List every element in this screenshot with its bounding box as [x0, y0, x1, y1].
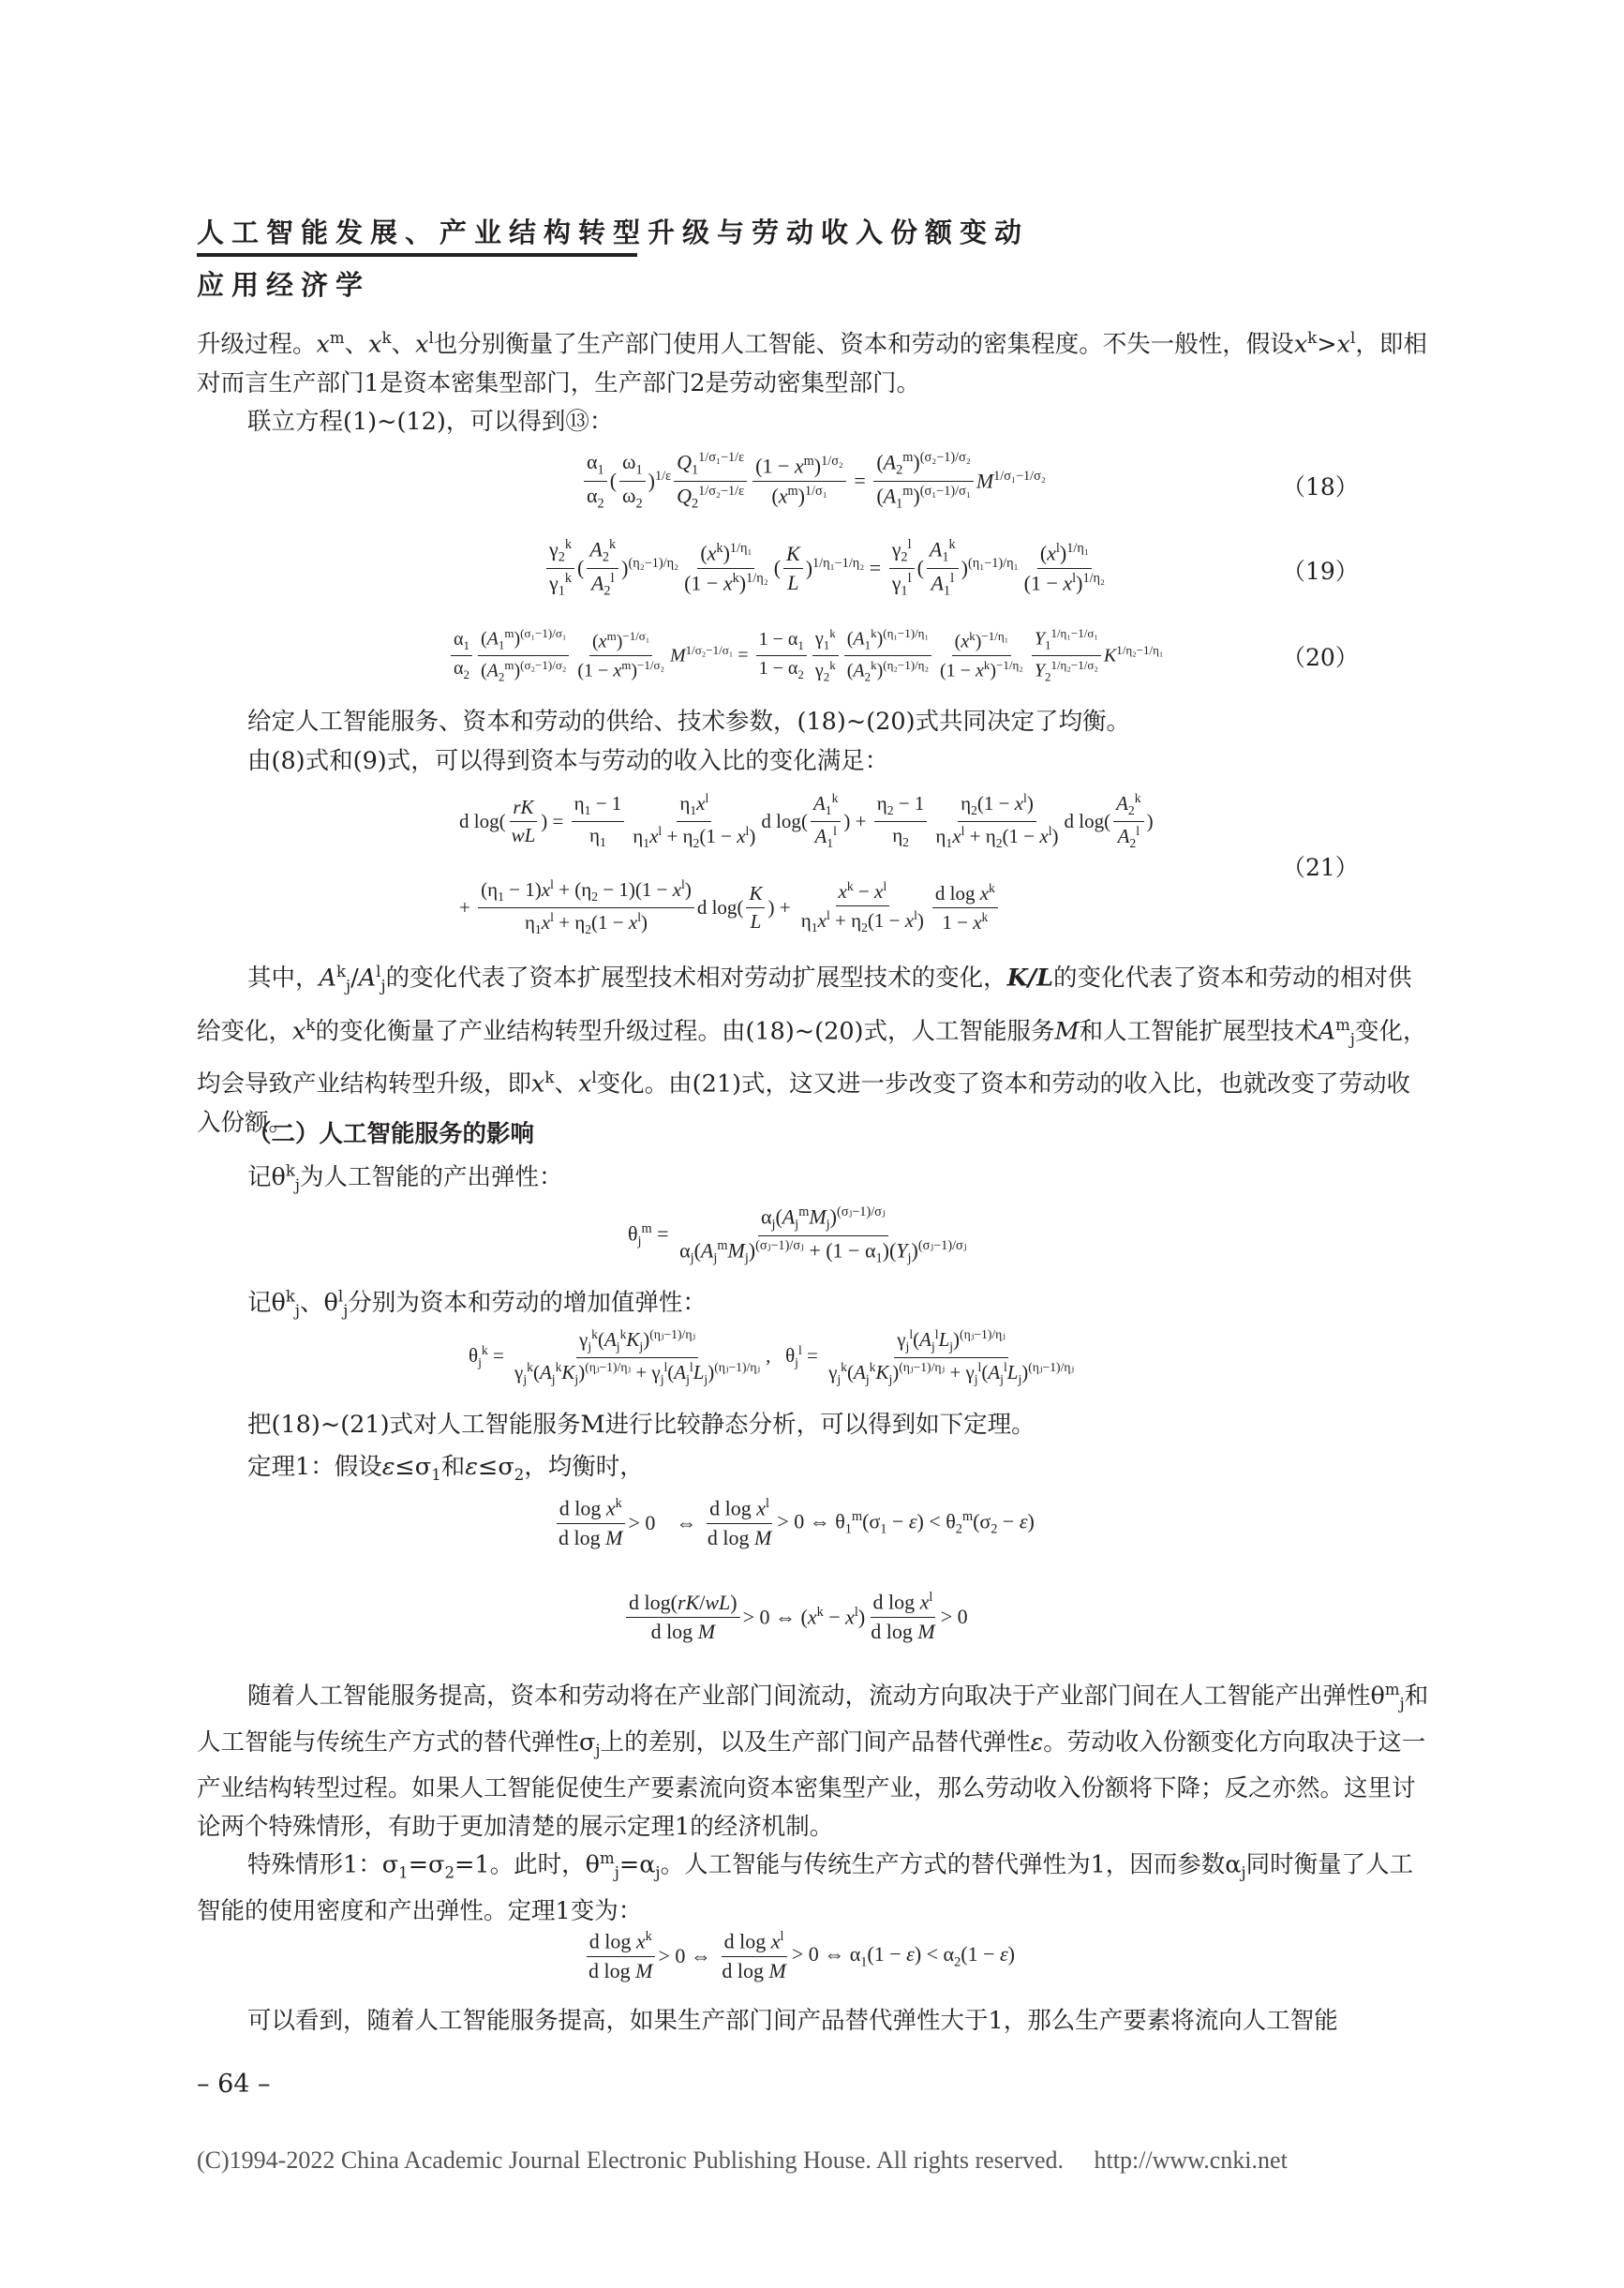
equation-18: $\frac{\alpha_1}{\alpha_2}$ ( $\frac{\omega_1}{\omega_2}$ )$^{1/\varepsilon}$ $\frac{Q_1^{1/\sigma_1-1/\varepsilon}}{Q_2^{1/\sigma_2-1/\varepsilon}}$ $\frac{(1 - x^m)^{1/\sigma_2}}{(x^m)^{1/\sigma_1}}$ = $\frac{(A_2^m)^{(\sigma_2-1)/\sigma_2}}{(A_1^m)^{(\sigma_1-1)/\sigma_1}}$ $M^{1/\sigma_1-1/\sigma_2}$	[581, 448, 1046, 514]
paragraph-intro: 升级过程。$x^m$、$x^k$、$x^l$也分别衡量了生产部门使用人工智能、资本和劳动的密集程度。不失一般性，假设$x^k>x^l$，即相对而言生产部门1是资本密集型部门，生产部门2是劳动密集型部门。	[197, 329, 1427, 397]
paragraph-value-added-elasticity: 记$\theta^k_j$、$\theta^l_j$分别为资本和劳动的增加值弹性：	[247, 1287, 707, 1321]
paragraph-factor-flow: 随着人工智能服务提高，资本和劳动将在产业部门间流动，流动方向取决于产业部门间在人工智能产出弹性$\theta^m_j$和人工智能与传统生产方式的替代弹性$\sigma_j$上的差别，以及生产部门间产品替代弹性ε。劳动收入份额变化方向取决于这一产业结构转型过程。如果人工智能促使生产要素流向资本密集型产业，那么劳动收入份额将下降；反之亦然。这里讨论两个特殊情形，有助于更加清楚的展示定理1的经济机制。	[197, 1681, 1429, 1841]
paragraph-technology-change: 其中，$A^k_j/A^l_j$的变化代表了资本扩展型技术相对劳动扩展型技术的变化，K/L的变化代表了资本和劳动的相对供给变化，$x^k$的变化衡量了产业结构转型升级过程。由(18)~(20)式，人工智能服务M和人工智能扩展型技术$A^m_j$变化，均会导致产业结构转型升级，即$x^k$、$x^l$变化。由(21)式，这又进一步改变了资本和劳动的收入比，也就改变了劳动收入份额。	[197, 963, 1427, 1137]
equation-19: $\frac{\gamma_2^k}{\gamma_1^k}$ ( $\frac{A_2^k}{A_2^l}$ )$^{(\eta_2-1)/\eta_2}$ $\frac{(x^k)^{1/\eta_1}}{(1 - x^k)^{1/\eta_2}}$ ( $\frac{K}{L}$ )$^{1/\eta_1-1/\eta_2}$ = $\frac{\gamma_2^l}{\gamma_1^l}$ ( $\frac{A_1^k}{A_1^l}$ )$^{(\eta_1-1)/\eta_1}$ $\frac{(x^l)^{1/\eta_1}}{(1 - x^l)^{1/\eta_2}}$	[544, 532, 1110, 604]
paragraph-conclusion-start: 可以看到，随着人工智能服务提高，如果生产部门间产品替代弹性大于1，那么生产要素将流向人工智能	[247, 2007, 1338, 2035]
equation-number-21: （21）	[1282, 854, 1359, 881]
equation-theorem-1-b: $\frac{\text{d log(rK/wL)}}{\text{d log M}}$ > 0 ⇔ $(x^k - x^l)$ $\frac{d \log x^l}{\text{d log M}}$ > 0	[623, 1584, 968, 1650]
footer	[197, 2146, 1288, 2175]
paragraph-combine-equations: 联立方程(1)~(12)，可以得到⑬：	[247, 408, 614, 436]
equation-theorem-1-a: $\frac{d \log x^k}{\text{d log M}}$ > 0 ⇔ $\frac{d \log x^l}{\text{d log M}}$ > 0 ⇔ $\theta_1^m(\sigma_1 - \varepsilon) < \theta_2^m(\sigma_2 - \varepsilon)$	[553, 1490, 1035, 1556]
paragraph-comparative-statics: 把(18)~(21)式对人工智能服务M进行比较静态分析，可以得到如下定理。	[247, 1411, 1035, 1439]
article-running-title: 人工智能发展、产业结构转型升级与劳动收入份额变动	[197, 217, 1030, 248]
paragraph-theorem-1: 定理1：假设$\varepsilon\le\sigma_1$和$\varepsilon\le\sigma_2$，均衡时，	[247, 1453, 644, 1485]
equation-number-19: （19）	[1282, 558, 1359, 585]
footer-url[interactable]: http://www.cnki.net	[1094, 2146, 1288, 2174]
journal-section-name: 应用经济学	[197, 269, 371, 301]
paragraph-equilibrium: 给定人工智能服务、资本和劳动的供给、技术参数，(18)~(20)式共同决定了均衡。	[247, 708, 1131, 736]
equation-21-line-1: d log ( $\frac{rK}{wL}$ ) = $\frac{\eta_1 - 1}{\eta_1}$ $\frac{\eta_1x^l}{\eta_1x^l + \eta_2(1 - x^l)}$ d log ( $\frac{A_1^k}{A_1^l}$ ) + $\frac{\eta_2 - 1}{\eta_2}$ $\frac{\eta_2(1 - x^l)}{\eta_1x^l + \eta_2(1 - x^l)}$ d log ( $\frac{A_2^k}{A_2^l}$ )	[459, 791, 1154, 850]
paragraph-output-elasticity: 记$\theta^k_j$为人工智能的产出弹性：	[247, 1161, 563, 1195]
footer-copyright: (C)1994-2022 China Academic Journal Electronic Publishing House. All rights reserved.	[197, 2146, 1064, 2174]
paragraph-income-ratio: 由(8)式和(9)式，可以得到资本与劳动的收入比的变化满足：	[247, 747, 889, 775]
section-heading: （二）人工智能服务的影响	[247, 1120, 535, 1148]
equation-21-line-2: + $\frac{(\eta_1 - 1)x^l + (\eta_2 - 1)(1 - x^l)}{\eta_1x^l + \eta_2(1 - x^l)}$ d log ( $\frac{K}{L}$ ) + $\frac{x^k - x^l}{\eta_1x^l + \eta_2(1 - x^l)}$ $\frac{d \log x^k}{1 - x^k}$	[459, 872, 1001, 943]
page-number: – 64 –	[197, 2070, 271, 2099]
equation-number-20: （20）	[1282, 644, 1359, 671]
equation-theta-k-l: $\theta_j^k$ = $\frac{\gamma_j^k(A_j^kK_j)^{(\eta ⱼ-1)/\eta ⱼ}}{\gamma_j^k(A_j^kK_j)^{(\eta ⱼ-1)/\eta ⱼ} + \gamma_j^l(A_j^lL_j)^{(\eta ⱼ-1)/\eta ⱼ}}$ , $\theta_j^l$ = $\frac{\gamma_j^l(A_j^lL_j)^{(\eta ⱼ-1)/\eta ⱼ}}{\gamma_j^k(A_j^kK_j)^{(\eta ⱼ-1)/\eta ⱼ} + \gamma_j^l(A_j^lL_j)^{(\eta ⱼ-1)/\eta ⱼ}}$	[469, 1327, 1075, 1386]
equation-special-case-1: $\frac{d \log x^k}{\text{d log M}}$ > 0 ⇔ $\frac{d \log x^l}{\text{d log M}}$ > 0 ⇔ $\alpha_1(1 - \varepsilon) < \alpha_2(1 - \varepsilon)$	[583, 1923, 1015, 1989]
paragraph-special-case-1: 特殊情形1：$\sigma_1=\sigma_2=1$。此时，$\theta^m_j=\alpha_j$。人工智能与传统生产方式的替代弹性为1，因而参数$\alpha_j$同时衡量了人工智能的使用密度和产出弹性。定理1变为：	[197, 1849, 1414, 1925]
equation-theta-m: $\theta_j^m$ = $\frac{\alpha_j(A_j^mM_j)^{(\sigma ⱼ-1)/\sigma ⱼ}}{\alpha_j(A_j^mM_j)^{(\sigma ⱼ-1)/\sigma ⱼ} + (1 - \alpha_1)(Y_j)^{(\sigma ⱼ-1)/\sigma ⱼ}}$	[628, 1204, 967, 1266]
header-rule	[197, 253, 637, 257]
equation-number-18: （18）	[1282, 473, 1359, 501]
equation-20: $\frac{\alpha_1}{\alpha_2}$ $\frac{(A_1^m)^{(\sigma_1-1)/\sigma_1}}{(A_2^m)^{(\sigma_2-1)/\sigma_2}}$ $\frac{(x^m)^{-1/\sigma_1}}{(1 - x^m)^{-1/\sigma_2}}$ $M^{1/\sigma_2-1/\sigma_1}$ = $\frac{1 - \alpha_1}{1 - \alpha_2}$ $\frac{\gamma_1^k}{\gamma_2^k}$ $\frac{(A_1^k)^{(\eta_1-1)/\eta_1}}{(A_2^k)^{(\eta_2-1)/\eta_2}}$ $\frac{(x^k)^{-1/\eta_1}}{(1 - x^k)^{-1/\eta_2}}$ $\frac{Y_1^{1/\eta_1-1/\sigma_1}}{Y_2^{1/\eta_2-1/\sigma_2}}$ $K^{1/\eta_2-1/\eta_1}$	[448, 619, 1163, 692]
